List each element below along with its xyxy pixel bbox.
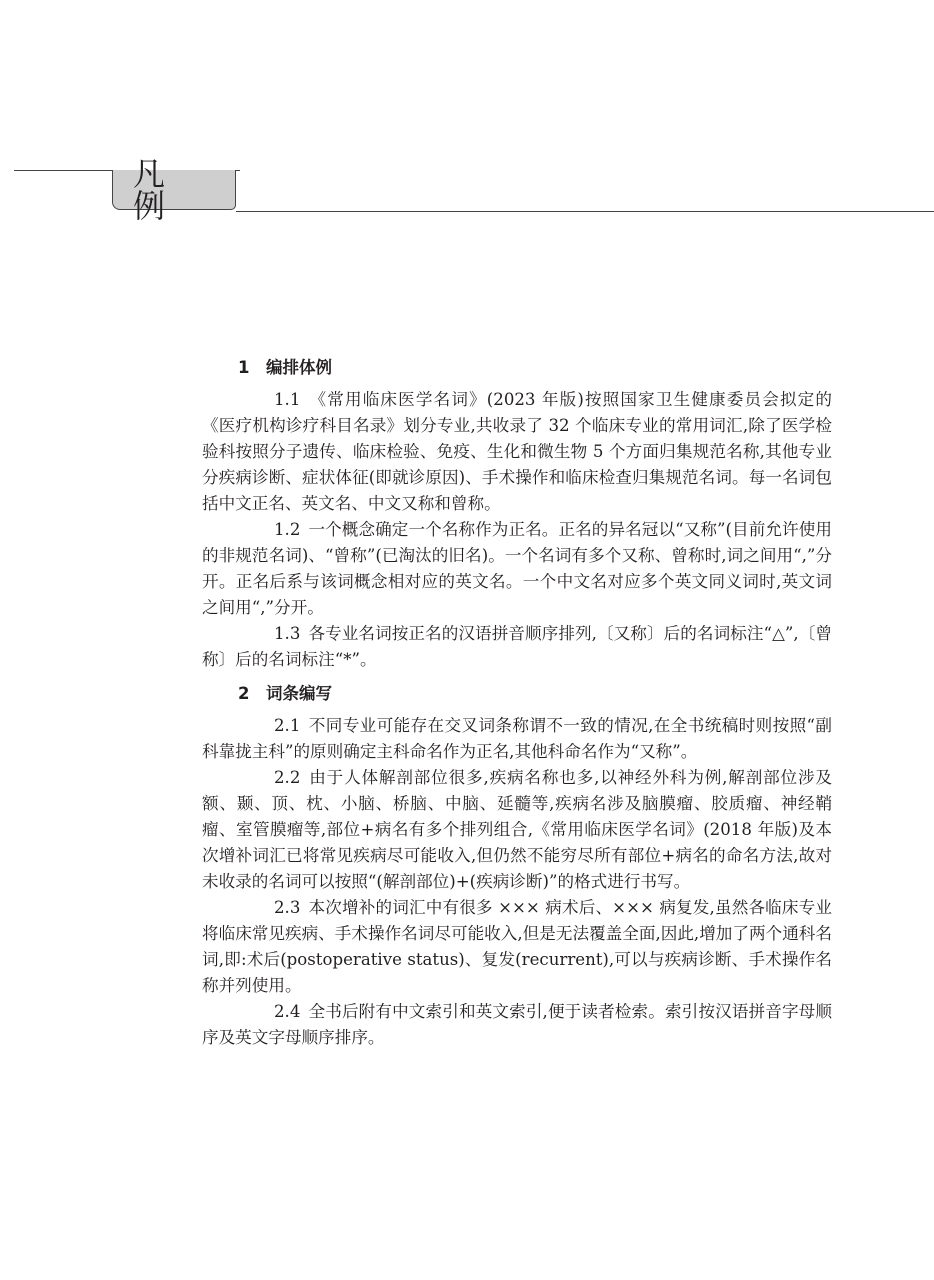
paragraph — [202, 895, 832, 999]
section-heading — [238, 355, 832, 381]
paragraph-number: 1.2 — [274, 520, 301, 539]
paragraph — [202, 517, 832, 621]
title-tab — [112, 154, 236, 225]
paragraph-text: 各专业名词按正名的汉语拼音顺序排列,〔又称〕后的名词标注“△”,〔曾称〕后的名词标注“*”。 — [202, 624, 832, 669]
paragraph — [202, 621, 832, 673]
paragraph-text: 不同专业可能存在交叉词条称谓不一致的情况,在全书统稿时则按照“副科靠拢主科”的原则确定主科命名作为正名,其他科命名作为“又称”。 — [202, 716, 832, 761]
main-content — [202, 355, 832, 1051]
paragraph-number: 2.1 — [274, 716, 301, 735]
paragraph-text: 一个概念确定一个名称作为正名。正名的异名冠以“又称”(目前允许使用的非规范名词)、“曾称”(已淘汰的旧名)。一个名词有多个又称、曾称时,词之间用“,”分开。正名后系与该词概念相对应的英文名。一个中文名对应多个英文同义词时,英文词之间用“,”分开。 — [202, 520, 832, 617]
paragraph — [202, 765, 832, 895]
paragraph — [202, 387, 832, 517]
section-title: 编排体例 — [266, 358, 332, 377]
paragraph — [202, 713, 832, 765]
paragraph-number: 1.1 — [274, 390, 301, 409]
paragraph-text: 《常用临床医学名词》(2023 年版)按照国家卫生健康委员会拟定的《医疗机构诊疗科目名录》划分专业,共收录了 32 个临床专业的常用词汇,除了医学检验科按照分子遗传、临床检验、免疫、生化和微生物 5 个方面归集规范名称,其他专业分疾病诊断、症状体征(即就诊原因)、手术操作和临床检查归集规范名词。每一名词包括中文正名、英文名、中文又称和曾称。 — [202, 390, 832, 513]
page-title: 凡 例 — [133, 154, 188, 225]
section-number: 2 — [238, 684, 250, 703]
paragraph-number: 2.3 — [274, 898, 301, 917]
paragraph-text: 由于人体解剖部位很多,疾病名称也多,以神经外科为例,解剖部位涉及额、颞、顶、枕、小脑、桥脑、中脑、延髓等,疾病名涉及脑膜瘤、胶质瘤、神经鞘瘤、室管膜瘤等,部位+病名有多个排列组合,《常用临床医学名词》(2018 年版)及本次增补词汇已将常见疾病尽可能收入,但仍然不能穷尽所有部位+病名的命名方法,故对未收录的名词可以按照“(解剖部位)+(疾病诊断)”的格式进行书写。 — [202, 768, 832, 891]
paragraph-number: 1.3 — [274, 624, 301, 643]
paragraph-number: 2.4 — [274, 1002, 301, 1021]
header-rule-bottom — [236, 211, 934, 212]
section-number: 1 — [238, 358, 250, 377]
paragraph-text: 全书后附有中文索引和英文索引,便于读者检索。索引按汉语拼音字母顺序及英文字母顺序排序。 — [202, 1002, 832, 1047]
paragraph-text: 本次增补的词汇中有很多 ××× 病术后、××× 病复发,虽然各临床专业将临床常见疾病、手术操作名词尽可能收入,但是无法覆盖全面,因此,增加了两个通科名词,即:术后(postoperative status)、复发(recurrent),可以与疾病诊断、手术操作名称并列使用。 — [202, 898, 832, 995]
section-title: 词条编写 — [266, 684, 332, 703]
section-heading — [238, 681, 832, 707]
paragraph — [202, 999, 832, 1051]
paragraph-number: 2.2 — [274, 768, 301, 787]
